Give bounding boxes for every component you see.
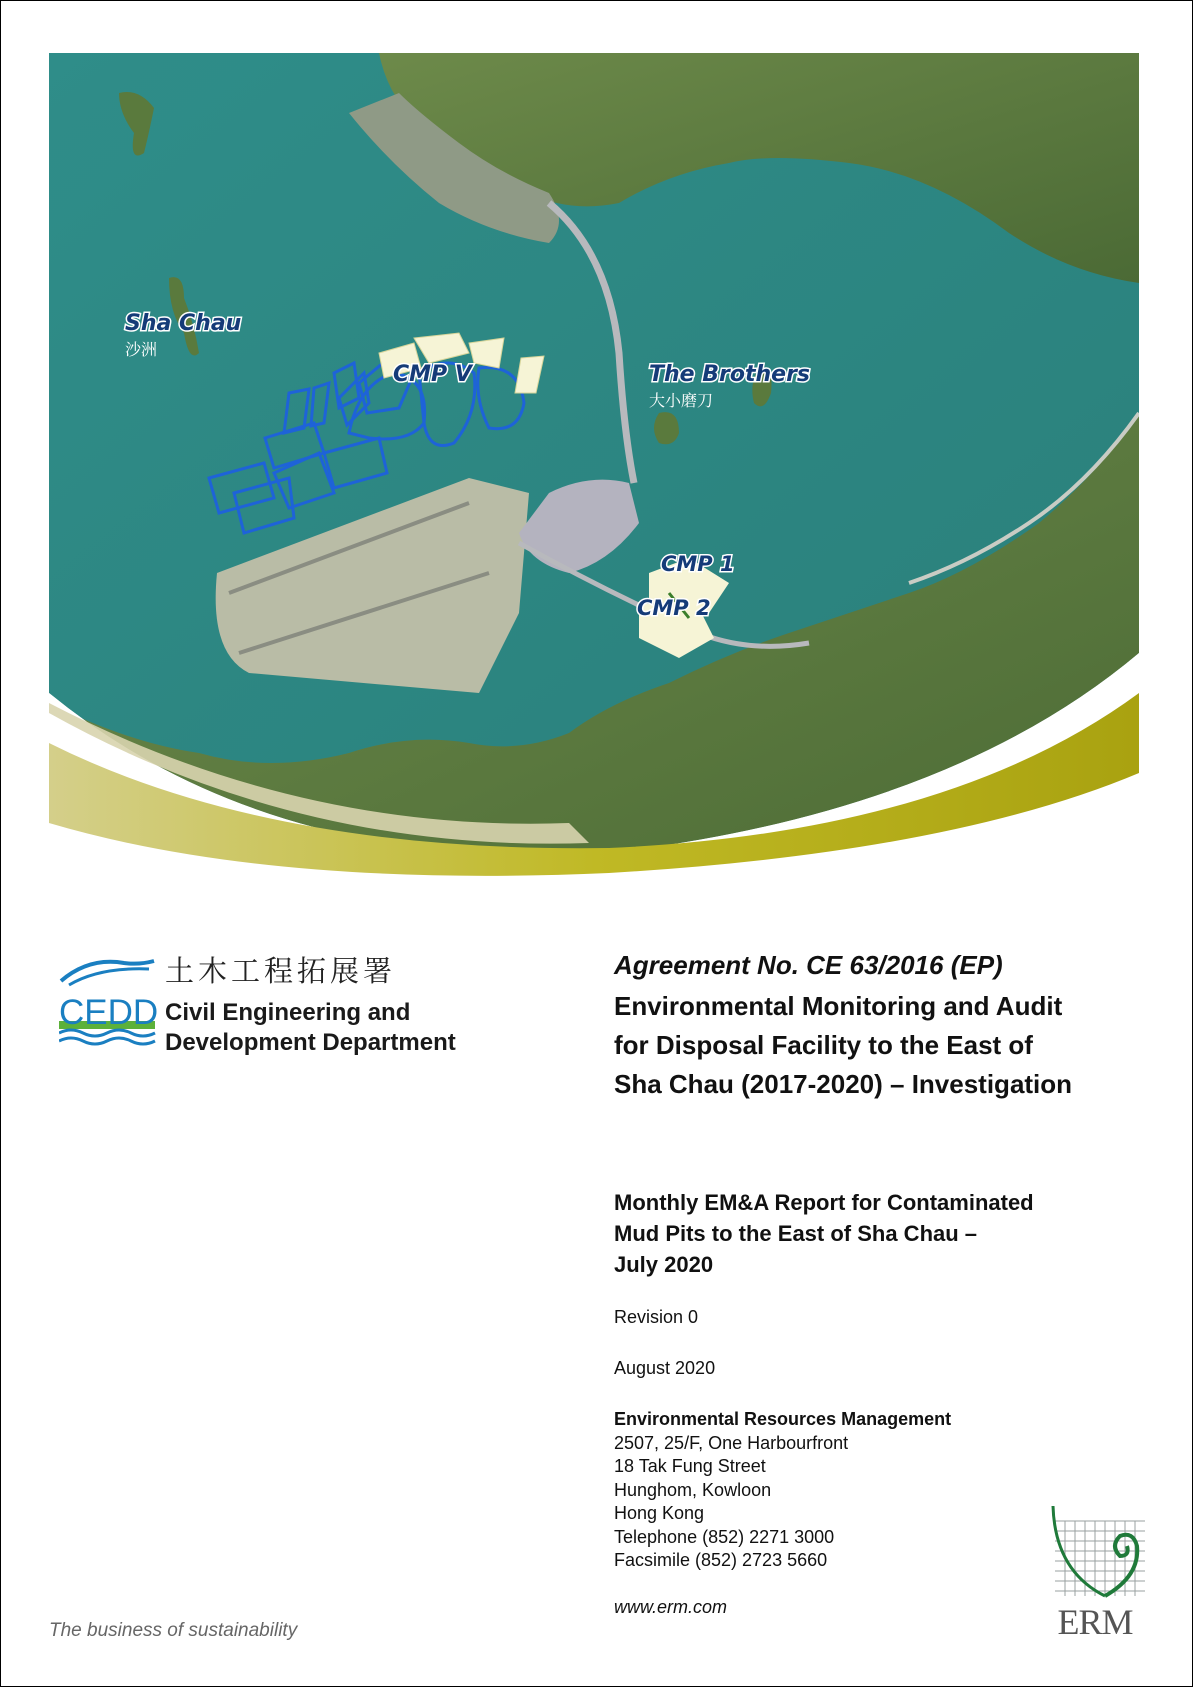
report-date: August 2020 <box>614 1358 716 1378</box>
title-block <box>614 949 1134 1104</box>
aerial-map-graphic <box>49 53 1139 913</box>
cmp-v-label: CMP V <box>393 362 472 387</box>
title-line-3: Sha Chau (2017-2020) – Investigation <box>614 1069 1073 1099</box>
address-line: Hunghom, Kowloon <box>614 1479 772 1500</box>
aerial-map <box>49 53 1139 913</box>
sha-chau-chinese-label: 沙洲 <box>125 340 158 359</box>
website-link[interactable]: www.erm.com <box>614 1597 728 1617</box>
address-line: Hong Kong <box>614 1503 705 1523</box>
title-line-1: Environmental Monitoring and Audit <box>614 991 1063 1021</box>
cmp-2-label: CMP 2 <box>637 596 711 620</box>
revision: Revision 0 <box>614 1307 699 1327</box>
sha-chau-label: Sha Chau <box>125 311 242 336</box>
title-line-2: for Disposal Facility to the East of <box>614 1030 1033 1060</box>
address-line: 18 Tak Fung Street <box>614 1456 766 1476</box>
erm-logo-text: ERM <box>1057 1602 1133 1642</box>
contact-address <box>614 1408 951 1573</box>
facsimile: Facsimile (852) 2723 5660 <box>614 1550 828 1570</box>
report-title-line-3: July 2020 <box>614 1252 714 1277</box>
the-brothers-label: The Brothers <box>649 362 811 387</box>
tagline: The business of sustainability <box>49 1620 298 1641</box>
report-title-line-1: Monthly EM&A Report for Contaminated <box>614 1190 1034 1215</box>
the-brothers-chinese-label: 大小磨刀 <box>649 391 714 410</box>
erm-logo <box>1045 1501 1145 1641</box>
cedd-logo <box>59 949 499 1059</box>
organization-name: Environmental Resources Management <box>614 1409 952 1429</box>
report-title-block <box>614 1187 1114 1280</box>
cedd-name-line-1: Civil Engineering and <box>165 999 411 1026</box>
report-title-line-2: Mud Pits to the East of Sha Chau – <box>614 1221 978 1246</box>
brothers-island-2 <box>654 412 679 444</box>
address-line: 2507, 25/F, One Harbourfront <box>614 1432 849 1453</box>
telephone: Telephone (852) 2271 3000 <box>614 1526 835 1547</box>
cedd-chinese-name: 土木工程拓展署 <box>165 954 397 988</box>
erm-grid-mark <box>1045 1501 1145 1601</box>
cedd-name-line-2: Development Department <box>165 1029 456 1056</box>
cedd-abbreviation: CEDD <box>59 993 159 1032</box>
cmp-1-label: CMP 1 <box>661 552 735 576</box>
agreement-number: Agreement No. CE 63/2016 (EP) <box>614 950 1003 980</box>
